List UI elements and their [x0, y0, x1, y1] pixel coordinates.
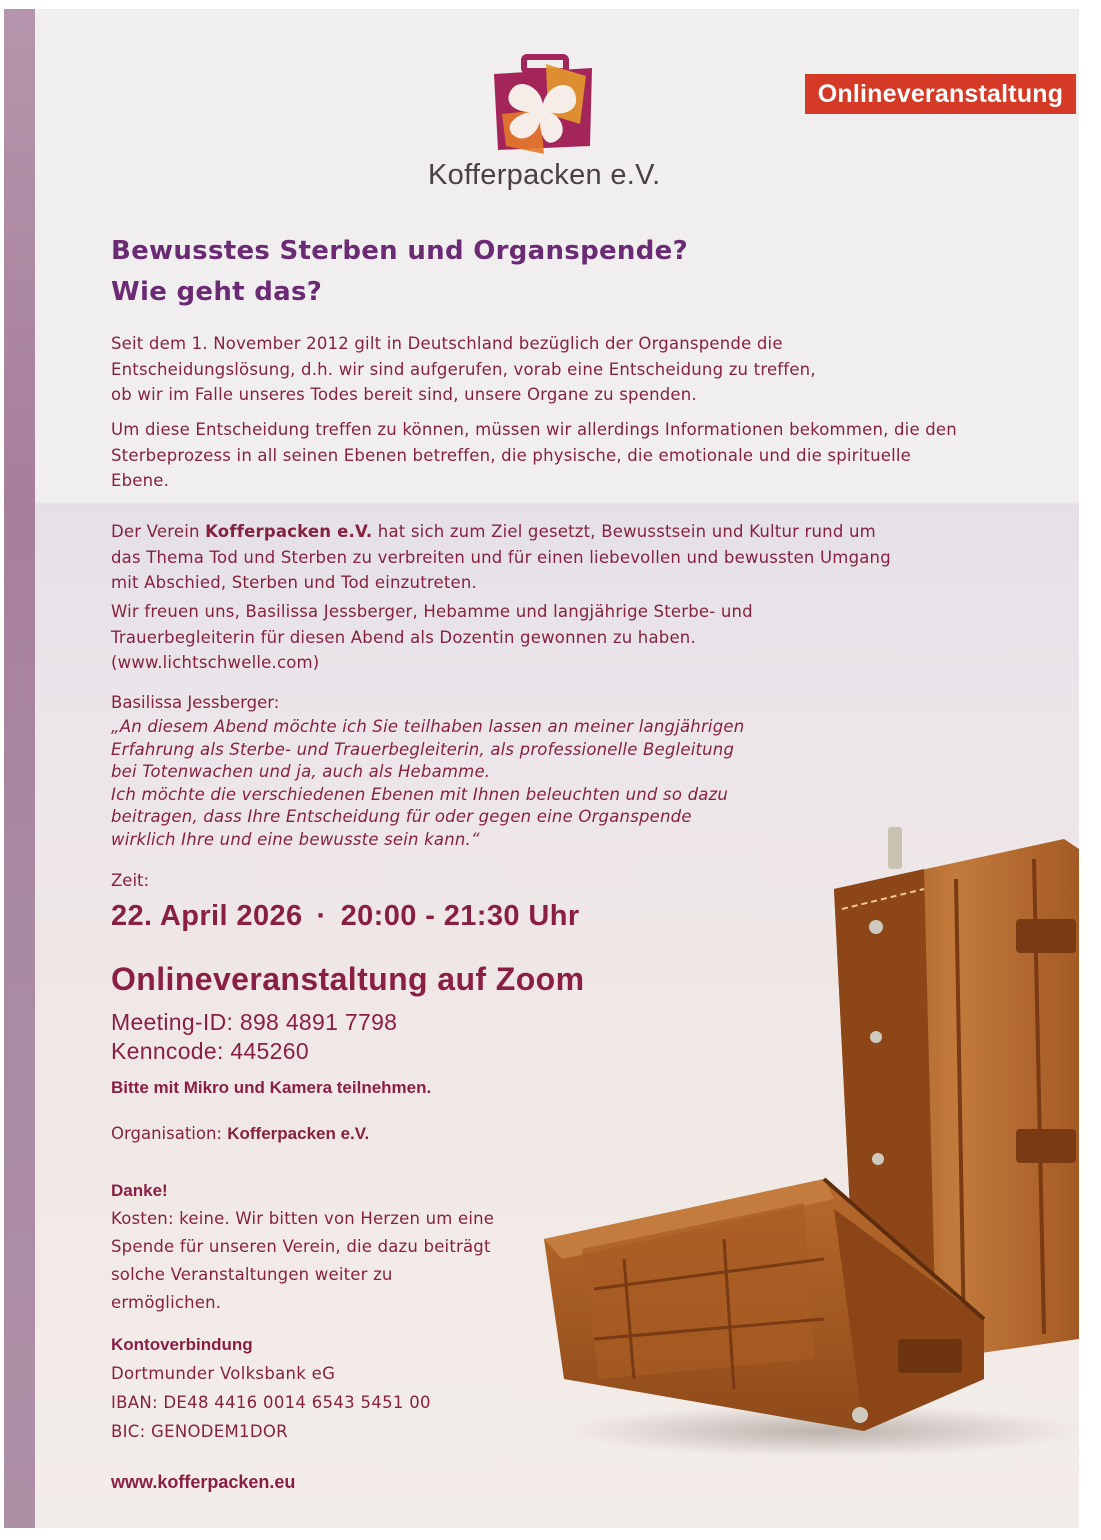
speaker-intro-paragraph: Wir freuen uns, Basilissa Jessberger, Hebamme und langjährige Sterbe- und Trauerbegleiterin für diesen Abend als Dozentin gewonnen zu haben. — [111, 602, 753, 647]
meeting-id: Meeting-ID: 898 4891 7798 — [111, 1009, 398, 1035]
quote-line: „An diesem Abend möchte ich Sie teilhaben lassen an meiner langjährigen — [111, 717, 745, 736]
donation-text: Kosten: keine. Wir bitten von Herzen um eine Spende für unseren Verein, die dazu beiträgt solche Veranstaltungen weiter zu ermöglichen. — [111, 1209, 495, 1312]
quote-line: bei Totenwachen und ja, auch als Hebamme. — [111, 762, 491, 781]
suitcase-butterfly-logo-icon — [488, 54, 598, 159]
event-date: 22. April 2026 — [111, 900, 303, 932]
quote-line: Ich möchte die verschiedenen Ebenen mit Ihnen beleuchten und so dazu — [111, 784, 729, 804]
page-title — [111, 231, 811, 313]
organisation-line — [111, 1124, 369, 1144]
verein-paragraph — [111, 519, 901, 596]
online-event-badge: Onlineveranstaltung — [803, 72, 1078, 116]
bank-heading: Kontoverbindung — [111, 1335, 253, 1354]
participation-note: Bitte mit Mikro und Kamera teilnehmen. — [111, 1078, 432, 1097]
quote-line: beitragen, dass Ihre Entscheidung für oder gegen eine Organspende — [111, 807, 692, 826]
bank-iban: IBAN: DE48 4416 0014 6543 5451 00 — [111, 1393, 431, 1412]
verein-prefix: Der Verein — [111, 522, 206, 541]
title-line-1: Bewusstes Sterben und Organspende? — [111, 236, 688, 266]
intro-paragraph-2: Um diese Entscheidung treffen zu können, müssen wir allerdings Informationen bekommen, die den Sterbeprozess in all seinen Ebenen betreffen, die physische, die emotionale und die spirituelle Ebene. — [111, 420, 957, 490]
verein-text: hat sich zum Ziel gesetzt, Bewusstsein und Kultur rund um das Thema Tod und Sterben zu verbreiten und für einen liebevollen und bewussten Umgang mit Abschied, Sterben und Tod einzutreten. — [111, 522, 891, 592]
organisation-name: Kofferpacken e.V. — [227, 1124, 370, 1143]
event-time: 20:00 - 21:30 Uhr — [340, 900, 580, 932]
verein-name: Kofferpacken e.V. — [205, 522, 373, 541]
bank-bic: BIC: GENODEM1DOR — [111, 1422, 288, 1441]
meeting-passcode: Kenncode: 445260 — [111, 1038, 309, 1064]
lichtschwelle-link[interactable]: (www.lichtschwelle.com) — [111, 653, 320, 672]
time-label: Zeit: — [111, 871, 150, 890]
logo-wordmark: Kofferpacken e.V. — [428, 159, 661, 191]
speaker-label: Basilissa Jessberger: — [111, 693, 280, 712]
donation-heading: Danke! — [111, 1181, 168, 1200]
flyer-page — [4, 9, 1079, 1528]
zoom-heading: Onlineveranstaltung auf Zoom — [111, 961, 585, 997]
intro-paragraph-1: Seit dem 1. November 2012 gilt in Deutschland bezüglich der Organspende die Entscheidungslösung, d.h. wir sind aufgerufen, vorab eine Entscheidung zu treffen, ob wir im Falle unseres Todes bereit sind, unsere Organe zu spenden. — [111, 334, 816, 404]
title-line-2: Wie geht das? — [111, 277, 323, 307]
quote-line: wirklich Ihre und eine bewusste sein kann.“ — [111, 829, 480, 849]
sidebar-stripe — [4, 9, 35, 1528]
website-link[interactable]: www.kofferpacken.eu — [111, 1472, 296, 1492]
vintage-suitcase-illustration — [504, 819, 1079, 1459]
organisation-label: Organisation: — [111, 1124, 228, 1143]
quote-line: Erfahrung als Sterbe- und Trauerbegleiterin, als professionelle Begleitung — [111, 739, 735, 759]
bank-name: Dortmunder Volksbank eG — [111, 1364, 336, 1383]
datetime-separator: · — [316, 900, 327, 932]
